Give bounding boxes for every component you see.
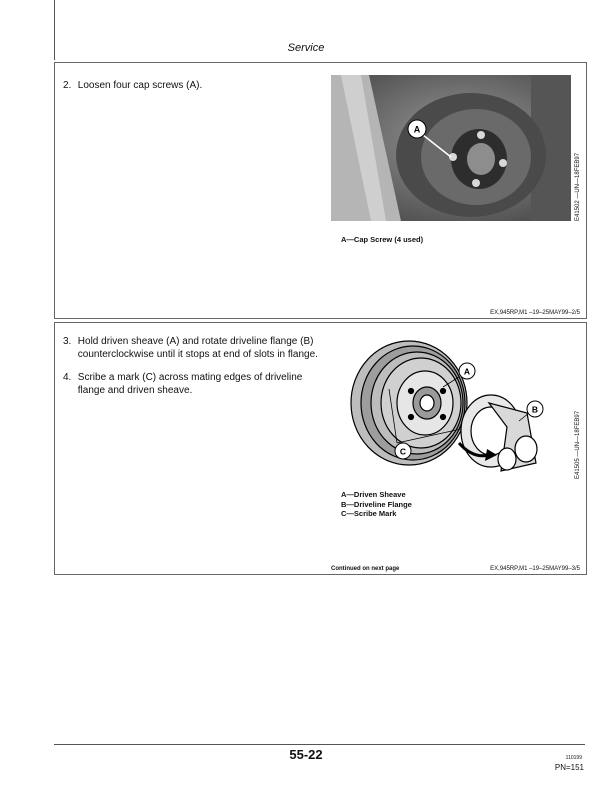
photo-code: E41505 —UN—18FEB97 [575, 410, 581, 479]
step-text-line: flange and driven sheave. [77, 384, 193, 396]
step-text: Loosen four cap screws (A). [77, 80, 203, 91]
step-number: 2. [63, 80, 72, 91]
step-number: 4. [63, 372, 72, 383]
callout-a-label: A [463, 366, 471, 377]
legend-item: C—Scribe Mark [341, 509, 397, 518]
cap-screw-photo [331, 75, 571, 221]
document-code: EX,945RP,M1 –19–25MAY99–3/5 [490, 566, 580, 572]
legend-item: B—Driveline Flange [341, 499, 412, 509]
callout-a-label: A [413, 124, 421, 135]
revision-code: 110199 [565, 755, 582, 761]
figure-legend [341, 235, 423, 245]
pn-number: PN=151 [554, 763, 584, 772]
step-text-line: counterclockwise until it stops at end of slots in flange. [77, 348, 318, 360]
figure-legend [341, 490, 412, 519]
legend-item: A—Driven Sheave [341, 490, 406, 499]
step-2 [63, 80, 202, 93]
callout-c-label: C [399, 446, 407, 457]
photo-code: E41502 —UN—18FEB97 [575, 152, 581, 221]
step-4 [63, 372, 302, 397]
step-number: 3. [63, 336, 72, 347]
document-code: EX,945RP,M1 –19–25MAY99–2/5 [490, 310, 580, 316]
procedure-block-2 [54, 322, 587, 575]
step-text-line: Hold driven sheave (A) and rotate driveline flange (B) [77, 336, 314, 347]
procedure-block-1 [54, 62, 587, 319]
legend-item: A—Cap Screw (4 used) [341, 235, 424, 244]
section-title: Service [287, 42, 325, 54]
footer-rule [54, 744, 585, 745]
continued-note: Continued on next page [331, 566, 400, 572]
page-number: 55-22 [289, 747, 323, 762]
callout-b-label: B [531, 404, 539, 415]
step-3 [63, 336, 318, 361]
sheave-flange-drawing [331, 331, 571, 491]
step-text-line: Scribe a mark (C) across mating edges of driveline [77, 372, 303, 383]
